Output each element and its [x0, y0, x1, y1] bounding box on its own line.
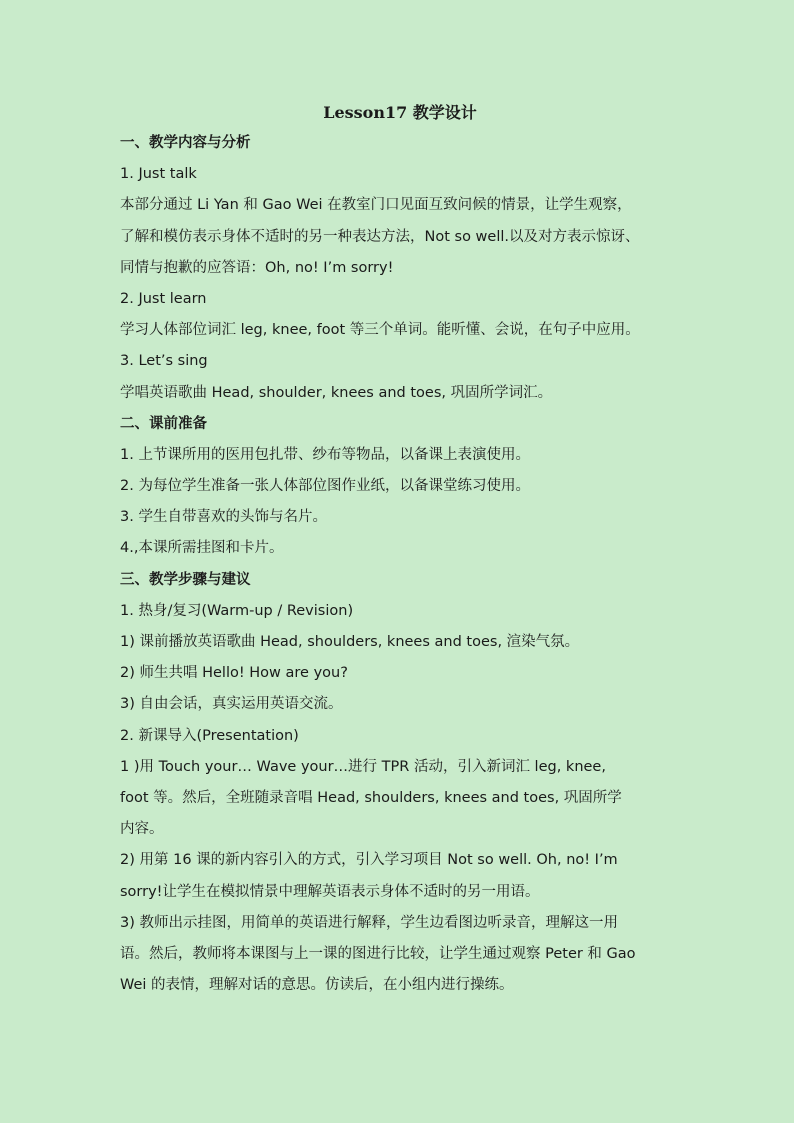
text-line: 了解和模仿表示身体不适时的另一种表达方法，Not so well.以及对方表示惊讶、 — [120, 228, 640, 245]
text-line: 1. 热身/复习(Warm-up / Revision) — [120, 602, 354, 619]
text-line: 语。然后，教师将本课图与上一课的图进行比较，让学生通过观察 Peter 和 Gao — [120, 945, 636, 962]
text-line: 1. 上节课所用的医用包扎带、纱布等物品，以备课上表演使用。 — [120, 446, 530, 463]
text-line: 4.,本课所需挂图和卡片。 — [120, 540, 284, 557]
text-line: 2. 为每位学生准备一张人体部位图作业纸，以备课堂练习使用。 — [120, 478, 530, 495]
text-line: 2. 新课导入(Presentation) — [120, 727, 299, 744]
document-body — [120, 128, 680, 1001]
text-line: 3) 自由会话，真实运用英语交流。 — [120, 696, 343, 713]
document-page — [120, 98, 680, 1001]
text-line: 3. 学生自带喜欢的头饰与名片。 — [120, 509, 327, 526]
text-line: 1) 课前播放英语歌曲 Head, shoulders, knees and toes, 渲染气氛。 — [120, 634, 580, 650]
text-line: 内容。 — [120, 821, 164, 838]
text-line: 2) 师生共唱 Hello! How are you? — [120, 665, 348, 682]
text-line: 本部分通过 Li Yan 和 Gao Wei 在教室门口见面互致问候的情景，让学生观察， — [120, 197, 632, 214]
text-line: sorry!让学生在模拟情景中理解英语表示身体不适时的另一用语。 — [120, 883, 540, 900]
section-heading: 二、课前准备 — [120, 415, 207, 432]
text-line: 3. Let’s sing — [120, 353, 208, 370]
text-line: 1 )用 Touch your… Wave your…进行 TPR 活动，引入新词汇 leg, knee, — [120, 758, 606, 775]
text-line: 2) 用第 16 课的新内容引入的方式，引入学习项目 Not so well. Oh, no! I’m — [120, 852, 618, 869]
text-line: 学习人体部位词汇 leg, knee, foot 等三个单词。能听懂、会说，在句子中应用。 — [120, 322, 640, 339]
text-line: 2. Just learn — [120, 290, 207, 307]
text-line: 1. Just talk — [120, 166, 197, 183]
section-heading: 三、教学步骤与建议 — [120, 571, 251, 588]
text-line: 3) 教师出示挂图，用简单的英语进行解释，学生边看图边听录音，理解这一用 — [120, 914, 618, 931]
text-line: Wei 的表情，理解对话的意思。仿读后，在小组内进行操练。 — [120, 977, 514, 994]
text-line: 同情与抱歉的应答语：Oh, no! I’m sorry! — [120, 259, 394, 276]
text-line: 学唱英语歌曲 Head, shoulder, knees and toes, 巩固所学词汇。 — [120, 384, 553, 401]
document-title: Lesson17 教学设计 — [323, 103, 477, 122]
text-line: foot 等。然后，全班随录音唱 Head, shoulders, knees and toes, 巩固所学 — [120, 789, 622, 806]
section-heading: 一、教学内容与分析 — [120, 135, 251, 151]
